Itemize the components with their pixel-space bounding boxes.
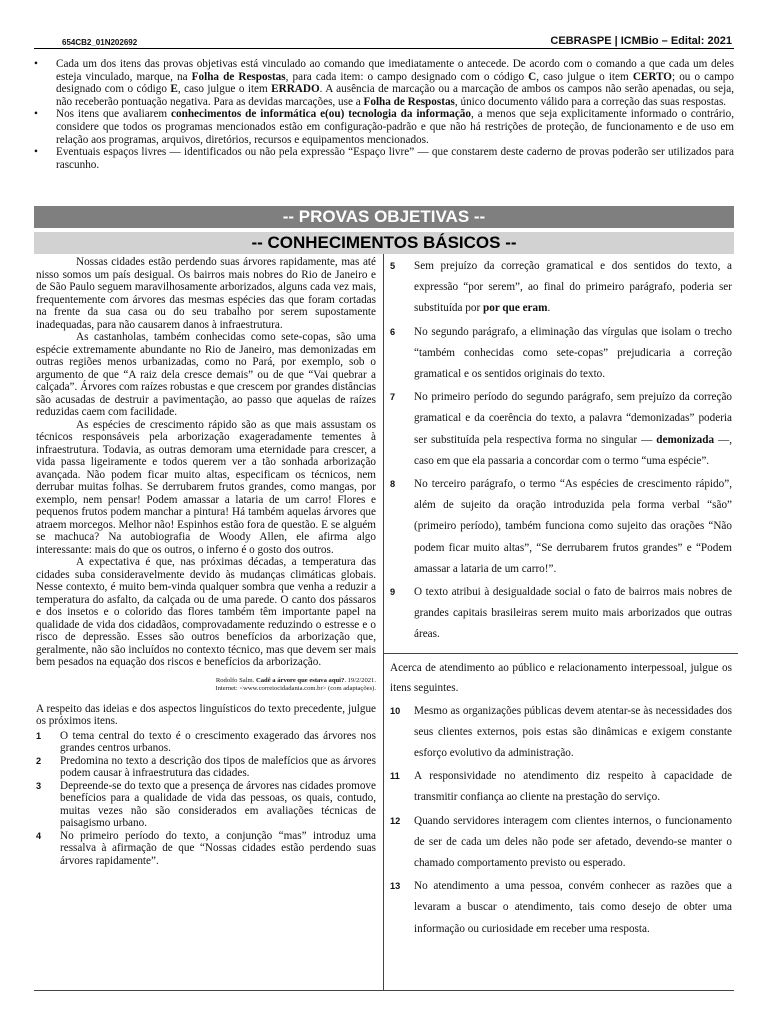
section-banner-basic-knowledge: -- CONHECIMENTOS BÁSICOS -- (34, 232, 734, 254)
left-column (36, 256, 376, 867)
question-item: 8 No terceiro parágrafo, o termo “As espécies de crescimento rápido”, além de sujeito da oração introduzida pela forma verbal “são” (primeiro período), também funciona como sujeito das orações “Não podem ficar muito altas”, “Se derrubarem frutos grandes” e “Podem amassar a lataria de um carro!”. (390, 474, 732, 580)
bullet-icon: • (34, 58, 38, 70)
question-item: 2 Predomina no texto a descrição dos tipos de malefícios que as árvores podem causar à infraestrutura das cidades. (36, 754, 376, 779)
instruction-item: • Cada um dos itens das provas objetivas está vinculado ao comando que imediatamente o antecede. De acordo com o comando a que cada um deles esteja vinculado, marque, na Folha de Respostas, para cada item: o campo designado com o código C, caso julgue o item CERTO; ou o campo designado com o código E, caso julgue o item ERRADO. A ausência de marcação ou a marcação de ambos os campos não serão apenadas, ou seja, não receberão pontuação negativa. Para as devidas marcações, use a Folha de Respostas, único documento válido para a correção das suas respostas. (34, 58, 734, 108)
text-paragraph: As espécies de crescimento rápido são as que mais assustam os técnicos responsáveis pela arborização exageradamente tementes à infraestrutura. Todavia, as outras demoram uma eternidade para crescer, a vida passa ligeiramente e todos querem ver a tão sonhada arborização avançada. Não podem ficar muito altas, especificam os técnicos, nem derrubar muitas folhas. Se derrubarem frutos grandes, como mangas, por exemplo, nem pensar! Podem amassar a lataria de um carro! Flores e pequenos frutos podem manchar a pintura! Há também aquelas árvores que atraem morcegos. Melhor não! Espinhos estão fora de questão. E se alguém se machuca? Na autobiografia de Woody Allen, ele afirma algo interessante: mais do que os outros, o inferno é o gosto dos outros. (36, 418, 376, 556)
question-item: 13 No atendimento a uma pessoa, convém conhecer as razões que a levaram a buscar o atendimento, tais como desejo de obter uma informação ou curiosidade em receber uma resposta. (390, 876, 732, 940)
question-item: 5 Sem prejuízo da correção gramatical e dos sentidos do texto, a expressão “por serem”, ao final do primeiro parágrafo, poderia ser substituída por por que eram. (390, 256, 732, 320)
item-number: 9 (390, 587, 396, 598)
instruction-item: • Nos itens que avaliarem conhecimentos de informática e(ou) tecnologia da informação, a menos que seja explicitamente informado o contrário, considere que todos os programas mencionados estão em configuração-padrão e que não há restrições de proteção, de funcionamento e de uso em relação aos programas, arquivos, diretórios, recursos e equipamentos mencionados. (34, 108, 734, 146)
instruction-item: • Eventuais espaços livres — identificados ou não pela expressão “Espaço livre” — que constarem deste caderno de provas poderão ser utilizados para rascunho. (34, 146, 734, 171)
text-paragraph: As castanholas, também conhecidas como sete-copas, são uma espécie extremamente abundante no Rio de Janeiro, mas demonizadas em outras regiões menos urbanizadas, como no Pará, por exemplo, sob o argumento de que “A raiz dela cresce demais” ou de que “Vai quebrar a calçada”. Árvores com raízes robustas e que crescem por grandes distâncias são acusadas de destruir a pavimentação, ao passo que aquelas de raízes reduzidas caem com facilidade. (36, 331, 376, 418)
item-number: 2 (36, 755, 42, 766)
question-item: 6 No segundo parágrafo, a eliminação das vírgulas que isolam o trecho “também conhecidas como sete-copas” prejudicaria a correção gramatical e os sentidos originais do texto. (390, 322, 732, 386)
item-number: 11 (390, 771, 400, 782)
right-column (390, 256, 732, 942)
bullet-icon: • (34, 146, 38, 159)
question-item: 9 O texto atribui à desigualdade social o fato de bairros mais nobres de grandes capitais brasileiras serem muito mais arborizados que outras áreas. (390, 582, 732, 646)
section-banner-objective-tests: -- PROVAS OBJETIVAS -- (34, 206, 734, 228)
item-number: 6 (390, 326, 396, 337)
question-item: 12 Quando servidores interagem com clientes internos, o funcionamento de ser de cada um deles não pode ser afetado, devendo-se manter o chamado comportamento previsto ou esperado. (390, 811, 732, 875)
question-item: 10 Mesmo as organizações públicas devem atentar-se às necessidades dos seus clientes externos, pois estas são dinâmicas e exigem constante esforço evolutivo da administração. (390, 701, 732, 765)
item-number: 1 (36, 730, 42, 741)
question-item: 3 Depreende-se do texto que a presença de árvores nas cidades promove benefícios para a qualidade de vida das pessoas, os quais, contudo, muitas vezes não são considerados em avaliações técnicas de paisagismo urbano. (36, 779, 376, 829)
question-item: 1 O tema central do texto é o crescimento exagerado das árvores nos grandes centros urbanos. (36, 729, 376, 754)
item-number: 8 (390, 479, 396, 490)
item-number: 12 (390, 815, 401, 826)
item-number: 13 (390, 881, 401, 892)
bullet-icon: • (34, 108, 38, 121)
question-item: 11 A responsividade no atendimento diz respeito à capacidade de transmitir confiança ao cliente na prestação do serviço. (390, 766, 732, 808)
section-divider (384, 653, 738, 654)
document-code: 654CB2_01N202692 (62, 38, 138, 47)
items-prompt: A respeito das ideias e dos aspectos linguísticos do texto precedente, julgue os próximos itens. (36, 702, 376, 727)
text-paragraph: A expectativa é que, nas próximas décadas, a temperatura das cidades suba consideravelmente devido às mudanças climáticas globais. Nesse contexto, é muito bem-vinda qualquer sombra que venha a reduzir a temperatura do asfalto, da calçada ou de uma parede. O canto dos pássaros e dos insetos e o colorido das flores também têm importante papel na qualidade de vida dos cidadãos, comprovadamente reduzindo o estresse e o risco de depressão. Esses são outros benefícios da arborização que, geralmente, não são incluídos no contexto técnico, mas que devem ser mais bem pesados na equação dos riscos e benefícios da arborização. (36, 556, 376, 668)
items-prompt: Acerca de atendimento ao público e relacionamento interpessoal, julgue os itens seguintes. (390, 661, 732, 694)
question-item: 7 No primeiro período do segundo parágrafo, sem prejuízo da correção gramatical e da coerência do texto, a palavra “demonizadas” poderia ser substituída pela respectiva forma no singular — demonizada —, caso em que ela passaria a concordar com o termo “uma espécie”. (390, 387, 732, 472)
text-source: Rodolfo Salm. Cadê a árvore que estava aqui?. 19/2/2021. Internet: <www.correiocidadania.com.br> (com adaptações). (215, 676, 376, 692)
item-number: 10 (390, 705, 401, 716)
page-header (34, 34, 734, 49)
item-number: 7 (390, 392, 396, 403)
reading-text (36, 256, 376, 669)
item-number: 3 (36, 780, 42, 791)
column-divider (383, 254, 384, 990)
exam-org-title: CEBRASPE | ICMBio – Edital: 2021 (550, 35, 732, 47)
instructions (34, 58, 734, 171)
question-item: 4 No primeiro período do texto, a conjunção “mas” introduz uma ressalva à afirmação de que “Nossas cidades estão perdendo suas árvores rapidamente”. (36, 829, 376, 867)
text-paragraph: Nossas cidades estão perdendo suas árvores rapidamente, mas até nisso somos um país desigual. Os bairros mais nobres do Rio de Janeiro e de São Paulo seguem maravilhosamente arborizados, alguns cada vez mais, frequentemente com árvores das mesmas espécies das que foram cortadas na frente da sua casa ou do seu trabalho por serem supostamente inadequadas, para não causarem danos à infraestrutura. (36, 256, 376, 331)
bottom-rule (34, 990, 734, 991)
item-number: 4 (36, 830, 42, 841)
item-number: 5 (390, 261, 396, 271)
